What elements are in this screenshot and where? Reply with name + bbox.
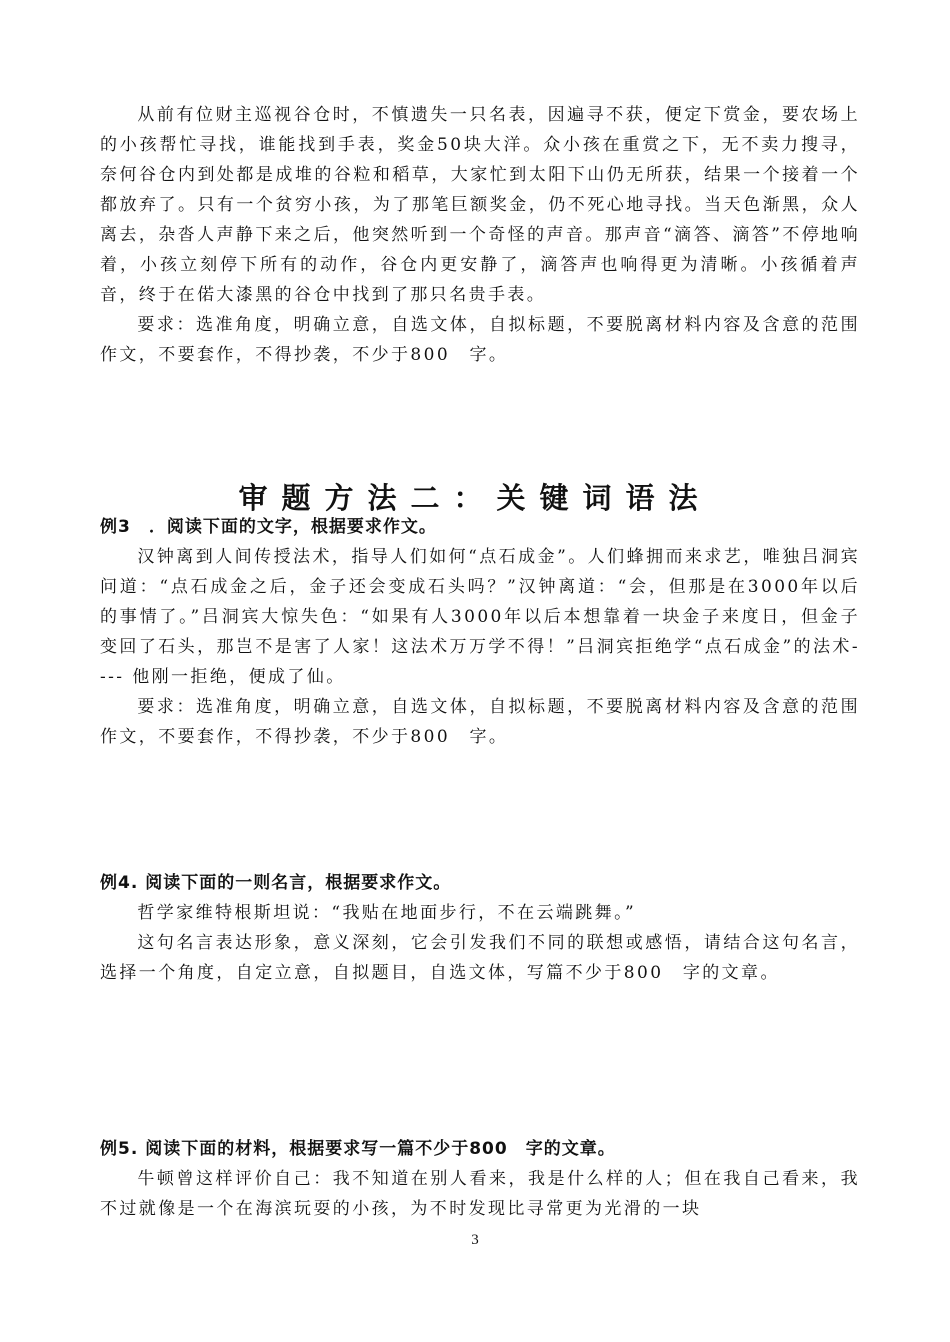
example4-block — [100, 868, 860, 988]
page-number: 3 — [471, 1232, 479, 1248]
example4-title: 例4. 阅读下面的一则名言，根据要求作文。 — [100, 873, 452, 893]
example4-quote: 哲学家维特根斯坦说：“我贴在地面步行，不在云端跳舞。” — [137, 903, 637, 923]
example3-block — [100, 512, 860, 752]
section1-story: 从前有位财主巡视谷仓时，不慎遗失一只名表，因遍寻不获，便定下赏金，要农场上的小孩帮忙寻找，谁能找到手表，奖金50块大洋。众小孩在重赏之下，无不卖力搜寻，奈何谷仓内到处都是成堆的谷粒和稻草，大家忙到太阳下山仍无所获，结果一个接着一个都放弃了。只有一个贫穷小孩，为了那笔巨额奖金，仍不死心地寻找。当天色渐黑，众人离去，杂沓人声静下来之后，他突然听到一个奇怪的声音。那声音“滴答、滴答”不停地响着，小孩立刻停下所有的动作，谷仓内更安静了，滴答声也响得更为清晰。小孩循着声音，终于在偌大漆黑的谷仓中找到了那只名贵手表。 — [100, 105, 860, 305]
section1-block — [100, 100, 860, 370]
example5-block — [100, 1134, 860, 1224]
method-heading: 审题方法二：关键词语法 — [238, 481, 712, 515]
example3-requirement: 要求：选准角度，明确立意，自选文体，自拟标题，不要脱离材料内容及含意的范围作文，不要套作，不得抄袭，不少于800 字。 — [100, 697, 860, 747]
example5-title: 例5. 阅读下面的材料，根据要求写一篇不少于800 字的文章。 — [100, 1139, 616, 1159]
example5-story: 牛顿曾这样评价自己：我不知道在别人看来，我是什么样的人；但在我自己看来，我不过就像是一个在海滨玩耍的小孩，为不时发现比寻常更为光滑的一块 — [100, 1169, 860, 1219]
example3-story: 汉钟离到人间传授法术，指导人们如何“点石成金”。人们蜂拥而来求艺，唯独吕洞宾问道：“点石成金之后，金子还会变成石头吗？”汉钟离道：“会，但那是在3000年以后的事情了。”吕洞宾大惊失色：“如果有人3000年以后本想靠着一块金子来度日，但金子变回了石头，那岂不是害了人家！这法术万万学不得！”吕洞宾拒绝学“点石成金”的法术---- 他刚一拒绝，便成了仙。 — [100, 547, 860, 687]
section1-requirement: 要求：选准角度，明确立意，自选文体，自拟标题，不要脱离材料内容及含意的范围作文，不要套作，不得抄袭，不少于800 字。 — [100, 315, 860, 365]
example4-requirement: 这句名言表达形象，意义深刻，它会引发我们不同的联想或感悟，请结合这句名言，选择一个角度，自定立意，自拟题目，自选文体，写篇不少于800 字的文章。 — [100, 933, 860, 983]
example3-title: 例3 ．阅读下面的文字，根据要求作文。 — [100, 517, 437, 537]
